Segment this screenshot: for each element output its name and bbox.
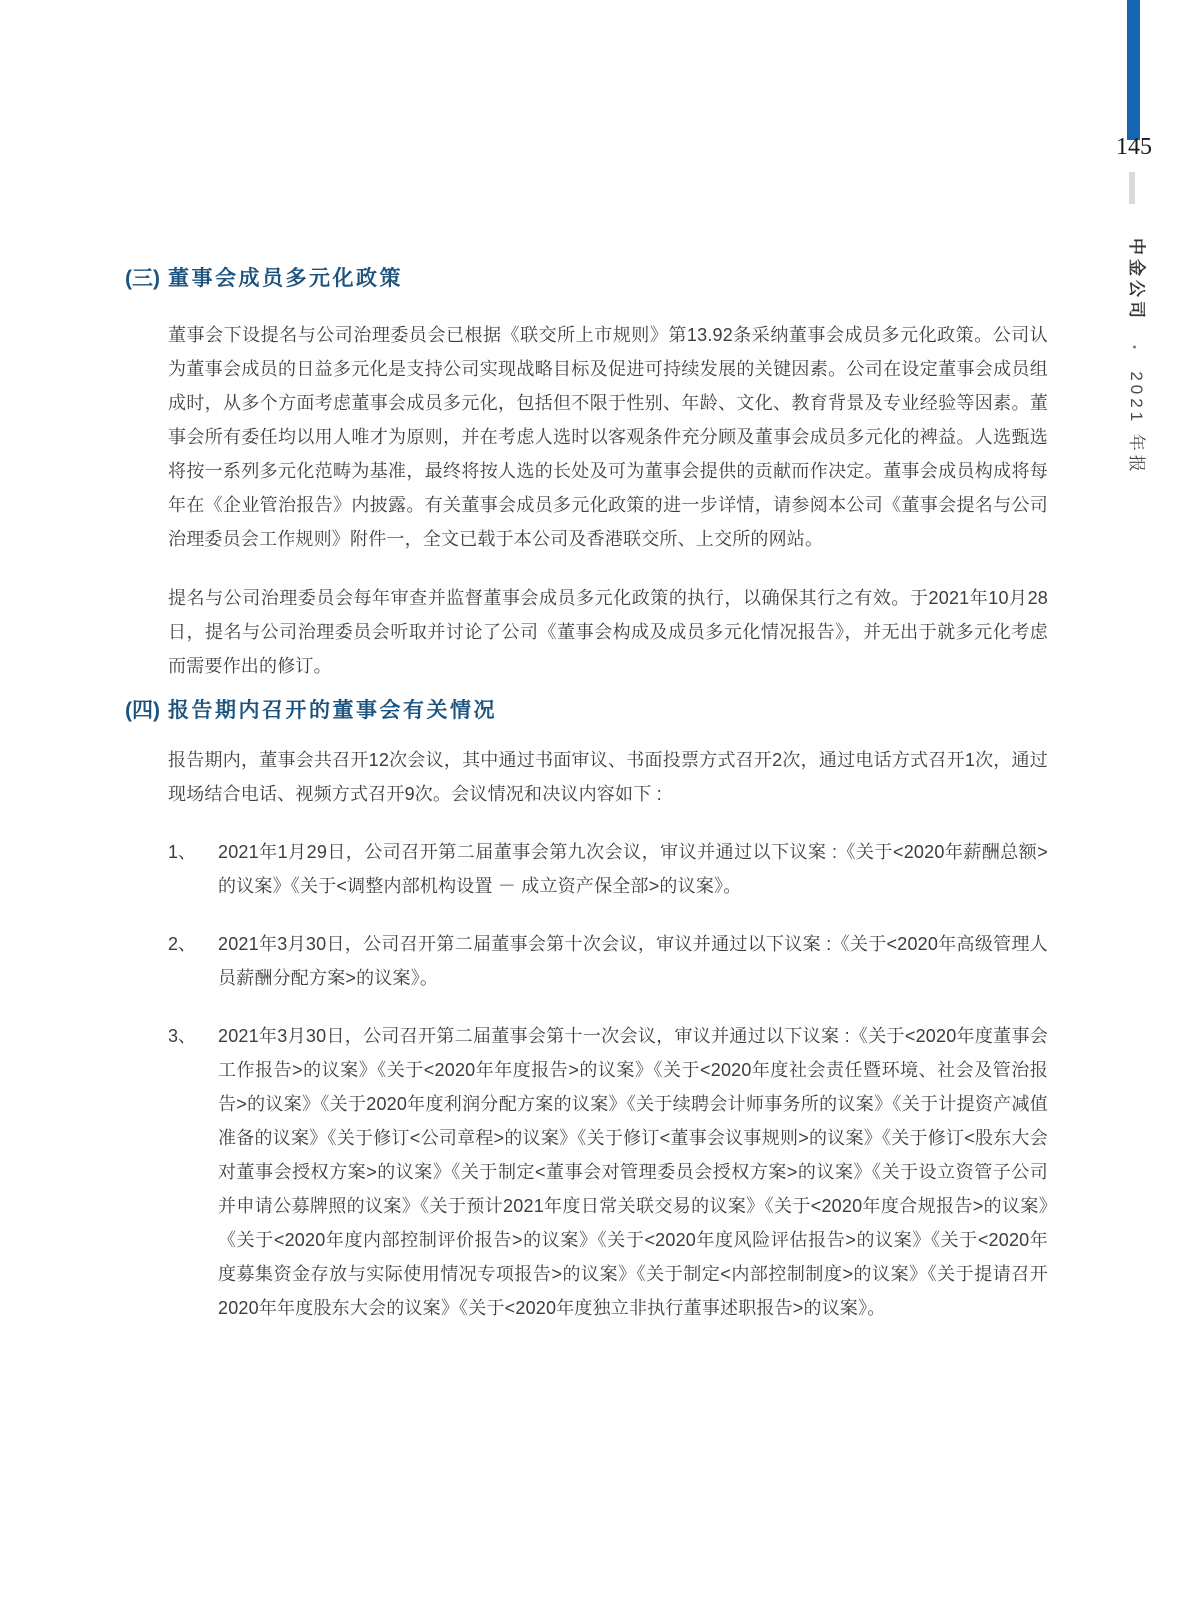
report-year: 2021 年报 — [1127, 371, 1146, 476]
section-heading-diversity — [125, 263, 1048, 295]
paragraph-diversity-policy: 董事会下设提名与公司治理委员会已根据《联交所上市规则》第13.92条采纳董事会成员多元化政策。公司认为董事会成员的日益多元化是支持公司实现战略目标及促进可持续发展的关键因素。公司在设定董事会成员组成时，从多个方面考虑董事会成员多元化，包括但不限于性别、年龄、文化、教育背景及专业经验等因素。董事会所有委任均以用人唯才为原则，并在考虑人选时以客观条件充分顾及董事会成员多元化的裨益。人选甄选将按一系列多元化范畴为基准，最终将按人选的长处及可为董事会提供的贡献而作决定。董事会成员构成将每年在《企业管治报告》内披露。有关董事会成员多元化政策的进一步详情，请参阅本公司《董事会提名与公司治理委员会工作规则》附件一，全文已载于本公司及香港联交所、上交所的网站。 — [168, 325, 1048, 549]
sidebar-vertical-caption — [1121, 238, 1149, 638]
section-heading-board-meetings — [125, 695, 1048, 727]
page-number-rule — [1129, 172, 1135, 204]
separator-dot: • — [1128, 344, 1140, 349]
list-number: 1、 — [168, 842, 197, 862]
section-label: (三) — [125, 267, 160, 290]
meeting-item-3 — [168, 1019, 1048, 1325]
paragraph-diversity-review: 提名与公司治理委员会每年审查并监督董事会成员多元化政策的执行，以确保其行之有效。于2021年10月28日，提名与公司治理委员会听取并讨论了公司《董事会构成及成员多元化情况报告》，并无出于就多元化考虑而需要作出的修订。 — [168, 588, 1048, 676]
list-text: 2021年3月30日，公司召开第二届董事会第十一次会议，审议并通过以下议案 :《关于<2020年度董事会工作报告>的议案》《关于<2020年年度报告>的议案》《关于<2020年度社会责任暨环境、社会及管治报告>的议案》《关于2020年度利润分配方案的议案》《关于续聘会计师事务所的议案》《关于计提资产减值准备的议案》《关于修订<公司章程>的议案》《关于修订<董事会议事规则>的议案》《关于修订<股东大会对董事会授权方案>的议案》《关于制定<董事会对管理委员会授权方案>的议案》《关于设立资管子公司并申请公募牌照的议案》《关于预计2021年度日常关联交易的议案》《关于<2020年度合规报告>的议案》《关于<2020年度内部控制评价报告>的议案》《关于<2020年度风险评估报告>的议案》《关于<2020年度募集资金存放与实际使用情况专项报告>的议案》《关于制定<内部控制制度>的议案》《关于提请召开2020年年度股东大会的议案》《关于<2020年度独立非执行董事述职报告>的议案》。 — [218, 1026, 1048, 1318]
section-label: (四) — [125, 699, 160, 722]
paragraph-meetings-intro: 报告期内，董事会共召开12次会议，其中通过书面审议、书面投票方式召开2次，通过电话方式召开1次，通过现场结合电话、视频方式召开9次。会议情况和决议内容如下 : — [168, 750, 1048, 804]
meeting-item-2 — [168, 927, 1048, 995]
list-number: 3、 — [168, 1026, 197, 1046]
page-number: 145 — [1116, 134, 1152, 160]
list-number: 2、 — [168, 934, 197, 954]
meeting-item-1 — [168, 835, 1048, 903]
main-content — [125, 263, 1048, 1325]
company-name: 中金公司 — [1127, 238, 1146, 322]
list-text: 2021年1月29日，公司召开第二届董事会第九次会议，审议并通过以下议案 :《关于<2020年薪酬总额>的议案》《关于<调整内部机构设置 － 成立资产保全部>的议案》。 — [218, 842, 1048, 896]
list-text: 2021年3月30日，公司召开第二届董事会第十次会议，审议并通过以下议案 :《关于<2020年高级管理人员薪酬分配方案>的议案》。 — [218, 934, 1048, 988]
top-accent-bar — [1127, 0, 1140, 140]
section-title: 报告期内召开的董事会有关情况 — [168, 699, 497, 722]
section-title: 董事会成员多元化政策 — [168, 267, 403, 290]
